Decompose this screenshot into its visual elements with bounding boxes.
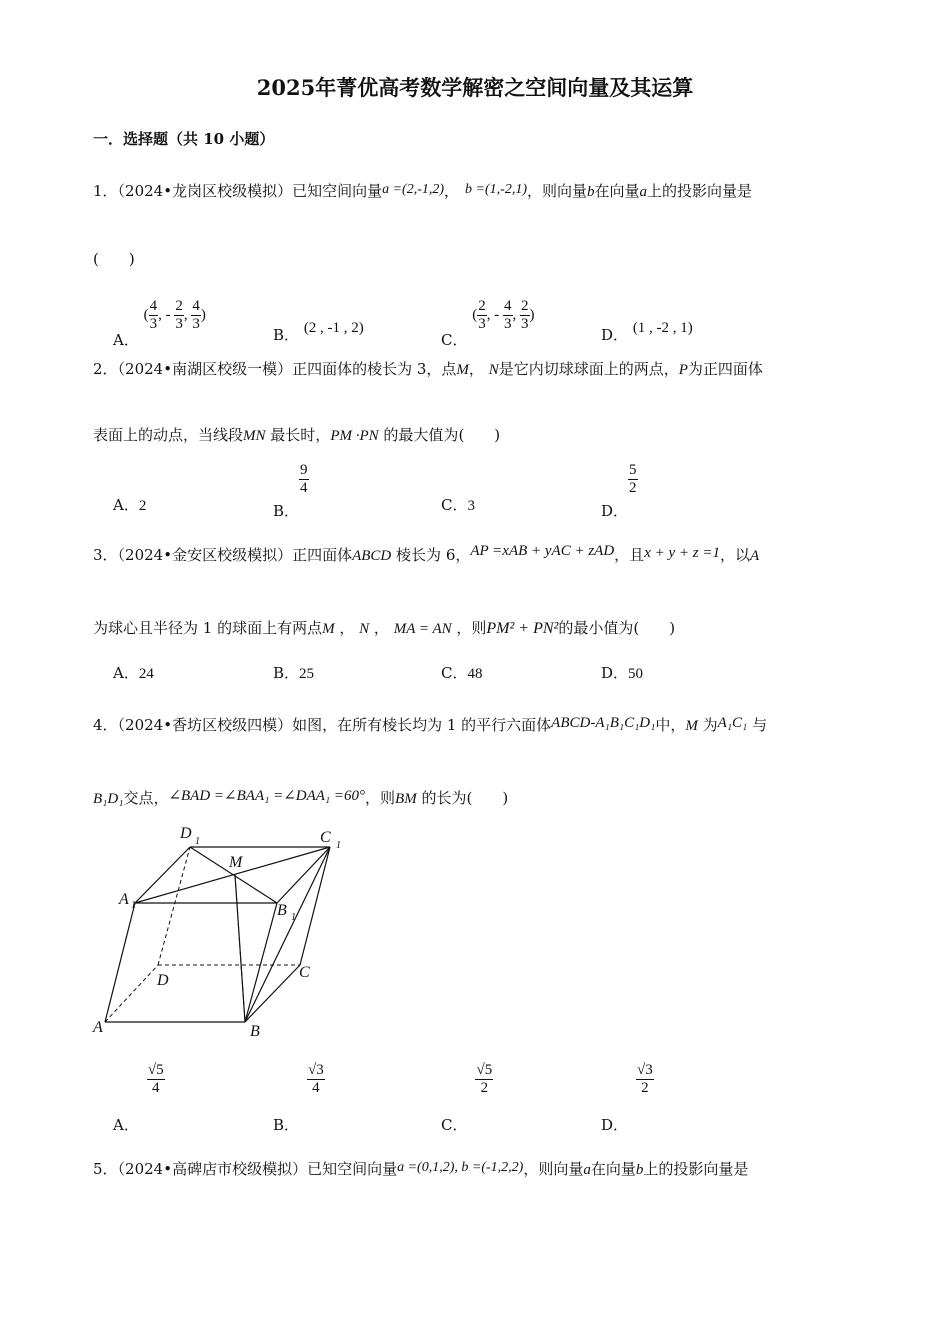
option-value: (1 , ‑2 , 1)	[632, 320, 693, 336]
question-source: （2024•香坊区校级四模）	[117, 716, 293, 734]
question-text: ，则	[456, 619, 487, 637]
option-label: D．	[601, 326, 629, 344]
symbol-n: N	[488, 362, 499, 378]
question-number: 1．	[93, 182, 118, 200]
question-text: 交点，	[123, 789, 169, 807]
option-b[interactable]	[273, 1062, 325, 1134]
edge-cc1	[300, 847, 330, 965]
section-heading: 一．选择题（共 10 小题）	[93, 130, 275, 148]
option-label: A．	[113, 330, 139, 349]
option-label: A．	[113, 496, 139, 514]
question-3	[93, 543, 759, 565]
option-label: B．	[273, 664, 300, 682]
option-value: $\frac{√3}{2}$	[637, 1062, 653, 1096]
symbol-m: M	[456, 362, 469, 378]
label-b1-sub: 1	[291, 912, 296, 923]
question-text: 已知空间向量	[292, 182, 383, 200]
tetrahedron-name: ABCD	[352, 548, 392, 564]
option-label: D．	[601, 501, 629, 520]
question-3-line2: 为球心且半径为 1 的球面上有两点M ， N ， MA = AN ，则PM² + PN²的最小值为( )	[93, 619, 676, 637]
diagonal-a1c1: A₁C₁	[717, 715, 748, 731]
question-text: 的长为	[421, 789, 467, 807]
symbol-a: a	[639, 184, 648, 200]
option-a[interactable]	[113, 1062, 165, 1134]
symbol-m: M	[685, 718, 698, 734]
vector-b: b =(1,‑2,1)	[465, 182, 527, 197]
option-value: $\frac{√5}{2}$	[476, 1062, 493, 1096]
question-text: 上的投影向量是	[647, 182, 753, 200]
label-d1-sub: 1	[195, 836, 200, 847]
question-text: 在向量	[590, 1160, 636, 1178]
question-number: 2．	[93, 360, 118, 378]
symbol-a: a	[583, 1162, 591, 1178]
question-1: 1．（2024•龙岗区校级模拟）已知空间向量a =(2,‑1,2)， b =(1,‑2,1)，则向量b在向量a上的投影向量是	[93, 182, 753, 200]
option-label: A．	[113, 1115, 139, 1134]
label-d1: D	[180, 825, 192, 842]
option-a[interactable]	[113, 662, 154, 683]
option-d[interactable]	[601, 1062, 654, 1134]
question-number: 5．	[93, 1160, 118, 1178]
label-c1-sub: 1	[336, 840, 341, 851]
option-label: B．	[273, 1115, 300, 1134]
question-text: ，则向量	[523, 1160, 584, 1178]
option-label: D．	[601, 1115, 629, 1134]
option-value: (2 , ‑1 , 2)	[303, 320, 364, 336]
question-2: 2．（2024•南湖区校级一模）正四面体的棱长为 3，点M， N是它内切球球面上的两点，P为正四面体	[93, 360, 763, 378]
option-label: C．	[441, 664, 468, 682]
page-title: 2025年菁优高考数学解密之空间向量及其运算	[256, 75, 694, 100]
edge-aa1	[105, 903, 135, 1022]
option-c[interactable]	[441, 1062, 493, 1134]
edge-c1b1	[277, 847, 330, 903]
option-value: ( $\frac{2}{3}$ , ‑ $\frac{4}{3}$ , $\frac{2}{3}$ )	[472, 298, 535, 332]
symbol-b: b	[587, 184, 595, 200]
option-value: 50	[628, 666, 644, 682]
option-b[interactable]	[273, 316, 364, 344]
answer-paren: ( )	[466, 789, 509, 807]
equation-sum: x + y + z =1	[644, 545, 720, 561]
option-value: 2	[138, 498, 147, 514]
option-d[interactable]	[601, 316, 693, 344]
question-text: 棱长为 6，	[396, 546, 471, 564]
question-source: （2024•高碑店市校级模拟）	[117, 1160, 308, 1178]
symbol-a: A	[749, 548, 760, 564]
symbol-p: P	[678, 362, 688, 378]
question-text: 已知空间向量	[307, 1160, 398, 1178]
diagonal-b1d1: B₁D₁	[93, 791, 124, 807]
question-text: 正四面体的棱长为 3，点	[292, 360, 457, 378]
option-label: A．	[113, 664, 139, 682]
label-b: B	[250, 1023, 260, 1040]
vector-a: a =(2,‑1,2)	[382, 182, 445, 197]
label-c1: C	[320, 829, 331, 846]
option-value: $\frac{√3}{4}$	[308, 1062, 324, 1096]
symbol-m: M	[322, 621, 335, 637]
question-text: 表面上的动点，当线段	[93, 426, 244, 444]
question-source: （2024•龙岗区校级模拟）	[117, 182, 293, 200]
question-2-line2	[93, 424, 500, 445]
label-d: D	[157, 972, 169, 989]
question-text: ，以	[719, 546, 750, 564]
option-label: B．	[273, 326, 300, 344]
angle-equation: ∠BAD =∠BAA₁ =∠DAA₁ =60°	[168, 788, 366, 804]
answer-paren: ( )	[93, 250, 135, 268]
question-text: 为球心且半径为 1 的球面上有两点	[93, 619, 323, 637]
question-4-line2	[93, 786, 508, 808]
option-c[interactable]	[441, 298, 535, 349]
question-source: （2024•南湖区校级一模）	[117, 360, 293, 378]
label-a: A	[93, 1019, 103, 1036]
question-text: 在向量	[594, 182, 640, 200]
diagonal-bc1	[245, 847, 330, 1022]
equation-ma-an: MA = AN	[393, 621, 452, 637]
label-a1-sub: 1	[131, 900, 136, 911]
option-value: 25	[299, 666, 315, 682]
edge-bb1	[245, 903, 277, 1022]
option-value: $\frac{5}{2}$	[629, 462, 637, 496]
option-value: ( $\frac{4}{3}$ , ‑ $\frac{2}{3}$ , $\frac{4}{3}$ )	[143, 298, 206, 332]
label-a1: A	[119, 891, 129, 908]
expression-pm-pn: PM² + PN²	[486, 620, 559, 637]
option-c[interactable]	[441, 494, 475, 515]
question-text: 与	[752, 716, 768, 734]
question-4	[93, 714, 767, 735]
question-text: 为	[702, 716, 718, 734]
segment-mn: MN	[243, 428, 266, 444]
label-c: C	[299, 964, 310, 981]
label-m: M	[229, 854, 243, 871]
label-b1: B	[277, 902, 287, 919]
question-5	[93, 1158, 748, 1179]
option-label: D．	[601, 664, 629, 682]
option-c[interactable]	[441, 662, 482, 683]
edge-ad-hidden	[105, 965, 158, 1022]
parallelepiped-name: ABCD‑A₁B₁C₁D₁	[551, 715, 656, 731]
question-number: 4．	[93, 716, 118, 734]
answer-paren: ( )	[633, 619, 676, 637]
dot-product: PM ·PN	[330, 428, 379, 444]
option-label: B．	[273, 501, 300, 520]
question-text: 最长时，	[270, 426, 331, 444]
option-label: C．	[441, 330, 468, 349]
question-text: 的最小值为	[558, 619, 634, 637]
option-label: C．	[441, 496, 468, 514]
option-b[interactable]	[273, 662, 314, 683]
question-text: 中，	[655, 716, 686, 734]
option-d[interactable]	[601, 462, 638, 520]
question-text: 的最大值为	[383, 426, 459, 444]
question-text: ，且	[614, 546, 645, 564]
question-text: 为正四面体	[687, 360, 763, 378]
answer-paren: ( )	[458, 426, 501, 444]
question-text: ，则	[365, 789, 396, 807]
question-text: 正四面体	[292, 546, 353, 564]
option-a[interactable]	[113, 494, 146, 515]
edge-dd1-hidden	[158, 847, 190, 965]
option-a[interactable]	[113, 298, 206, 349]
symbol-n: N	[359, 621, 370, 637]
option-value: $\frac{√5}{4}$	[147, 1062, 164, 1096]
option-d[interactable]	[601, 662, 643, 683]
parallelepiped-figure	[85, 820, 355, 1045]
question-text: ，则向量	[526, 182, 587, 200]
option-value: 24	[138, 666, 154, 682]
question-source: （2024•金安区校级模拟）	[117, 546, 293, 564]
question-text: 上的投影向量是	[643, 1160, 749, 1178]
option-value: $\frac{9}{4}$	[300, 462, 308, 496]
symbol-b: b	[635, 1162, 644, 1178]
option-b[interactable]	[273, 462, 309, 520]
option-value: 48	[467, 666, 483, 682]
equation-ap: AP =xAB + yAC + zAD	[470, 543, 615, 559]
option-value: 3	[467, 498, 475, 514]
vectors-ab: a =(0,1,2), b =(‑1,2,2)	[397, 1160, 524, 1175]
question-number: 3．	[93, 546, 118, 564]
segment-bm: BM	[395, 791, 417, 807]
question-text: 如图，在所有棱长均为 1 的平行六面体	[292, 716, 552, 734]
option-label: C．	[441, 1115, 468, 1134]
question-text: 是它内切球球面上的两点，	[498, 360, 679, 378]
